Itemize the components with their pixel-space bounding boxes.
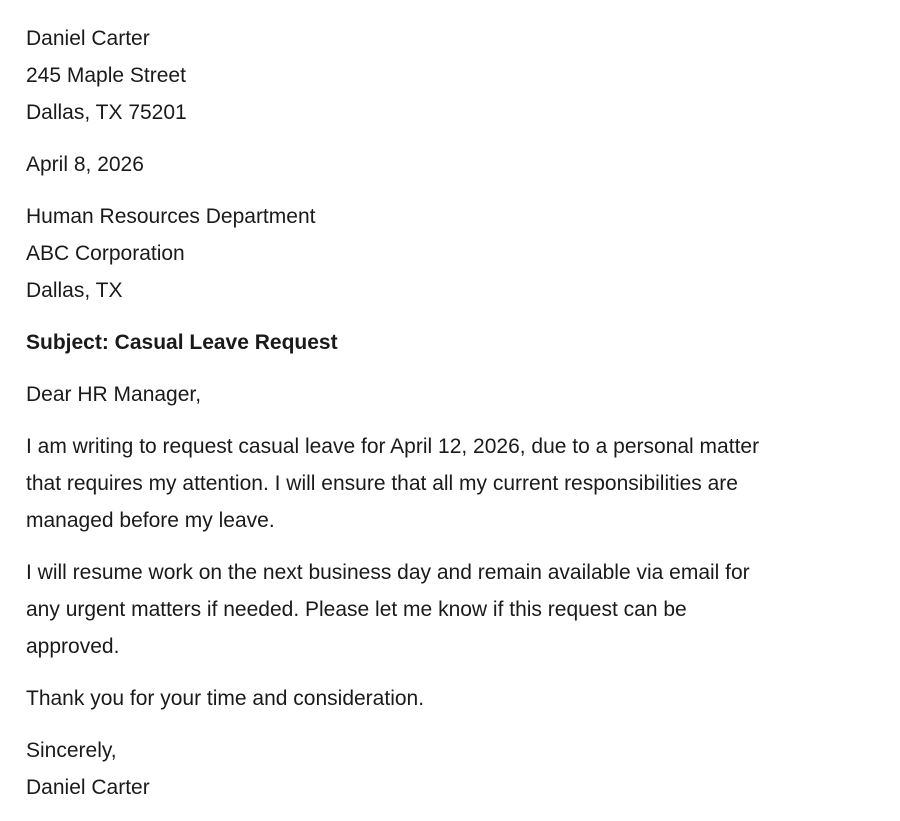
sender-name: Daniel Carter [26,27,150,50]
body-paragraph-1-line: managed before my leave. [26,509,275,532]
subject-line: Subject: Casual Leave Request [26,331,338,354]
body-paragraph-1-line: I am writing to request casual leave for April 12, 2026, due to a personal matter [26,435,760,458]
signature-block [26,732,880,806]
body-paragraph-2-line: I will resume work on the next business day and remain available via email for [26,561,750,584]
signature-name: Daniel Carter [26,776,150,799]
sender-address-block [26,20,880,131]
salutation: Dear HR Manager, [26,383,202,406]
body-paragraph-2-line: approved. [26,635,120,658]
body-paragraph-2-line: any urgent matters if needed. Please let me know if this request can be [26,598,687,621]
recipient-city-state: Dallas, TX [26,279,123,302]
body-paragraph-1-line: that requires my attention. I will ensure that all my current responsibilities are [26,472,738,495]
recipient-company: ABC Corporation [26,242,185,265]
sender-city-state-zip: Dallas, TX 75201 [26,101,187,124]
recipient-department: Human Resources Department [26,205,316,228]
signature-valediction: Sincerely, [26,739,117,762]
letter-date: April 8, 2026 [26,153,144,176]
sender-street: 245 Maple Street [26,64,186,87]
closing-line: Thank you for your time and consideration. [26,687,425,710]
recipient-address-block [26,198,880,309]
date-block [26,146,880,183]
body-paragraph-2 [26,554,880,665]
body-paragraph-1 [26,428,880,539]
